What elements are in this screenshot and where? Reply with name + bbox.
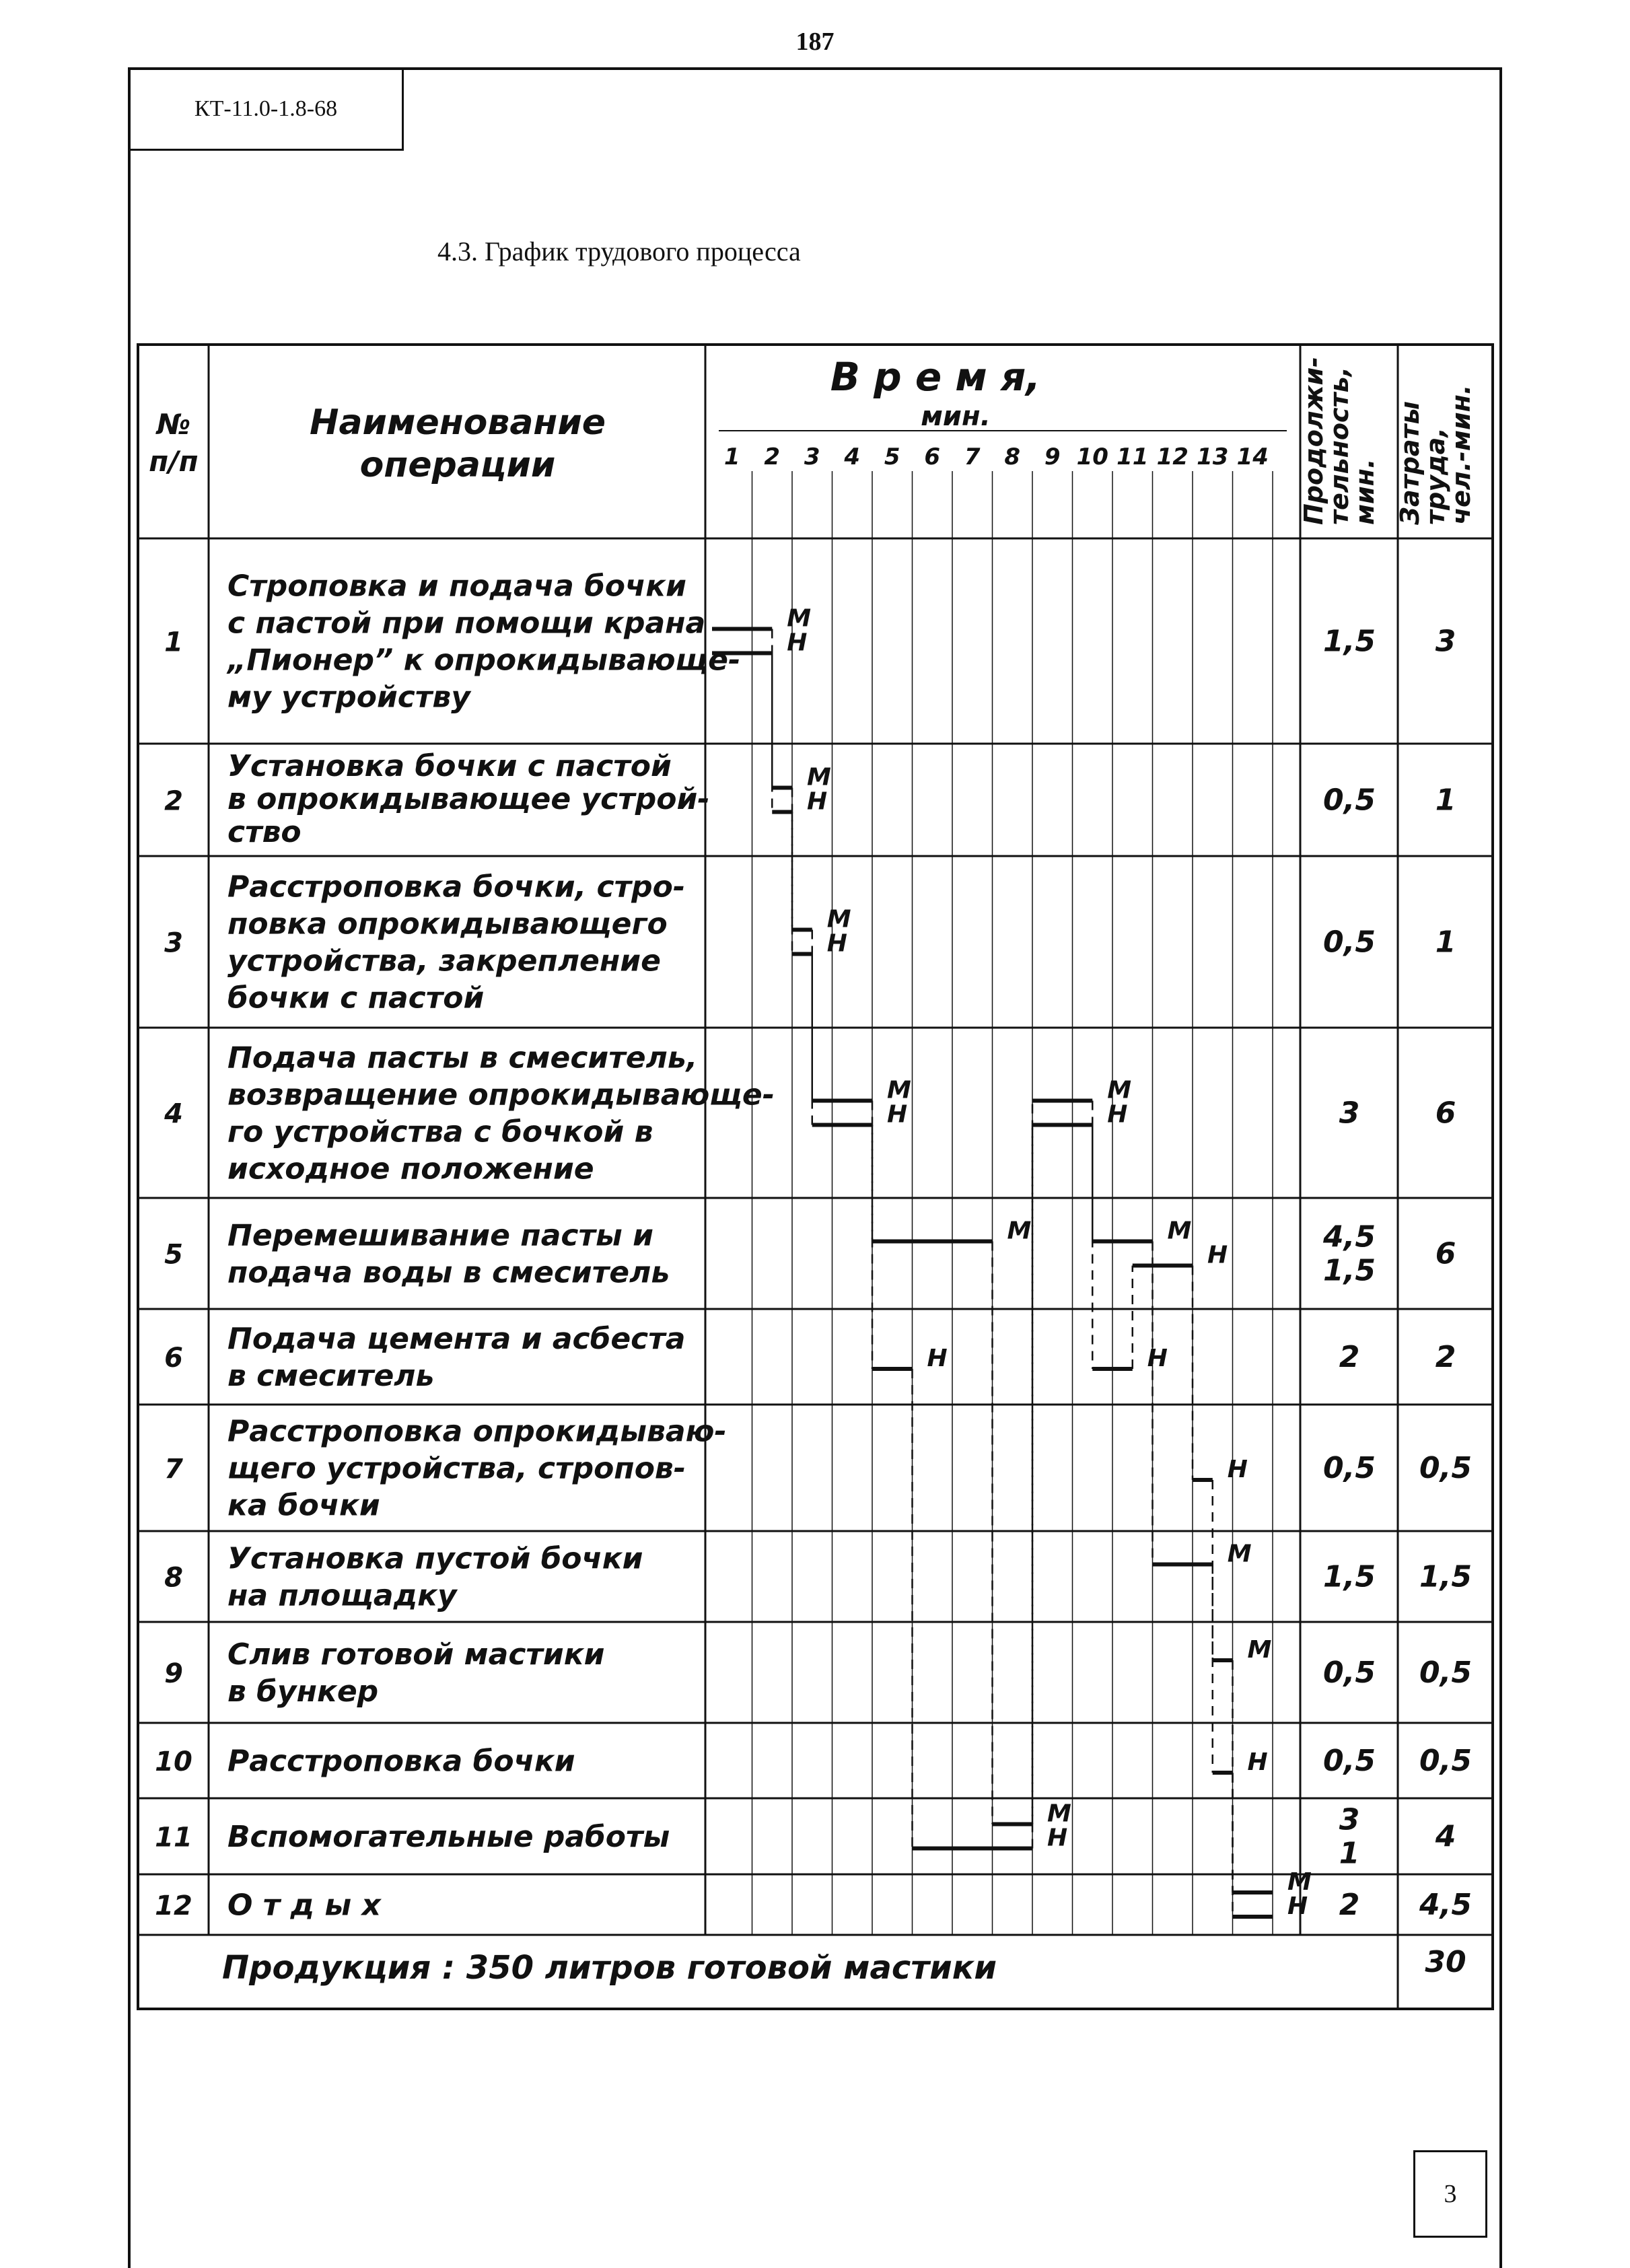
row-number: 7 [164,1454,183,1485]
operation-name-line: бочки с пастой [227,981,485,1016]
duration-value: 3 [1339,1096,1360,1131]
duration-value: 0,5 [1323,783,1376,818]
operation-name-line: Расстроповка опрокидываю- [227,1414,727,1449]
row-number: 9 [164,1658,183,1689]
worker-label: Н [826,929,847,958]
worker-label: Н [1107,1100,1128,1129]
header-duration-line: Продолжи- [1299,357,1328,525]
worker-label: Н [1147,1345,1168,1372]
operation-name-line: Вспомогательные работы [227,1819,670,1854]
minute-label: 12 [1156,444,1189,470]
operation-name-line: ство [227,815,302,850]
worker-label: Н [1227,1456,1248,1483]
labor-value: 4 [1435,1819,1456,1854]
operation-name-line: Расстроповка бочки, стро- [227,870,686,905]
row-number: 6 [164,1343,183,1374]
row-number: 3 [164,927,183,959]
operation-name-line: „Пионер” к опрокидывающе- [227,643,741,678]
minute-label: 14 [1236,444,1269,470]
duration-value: 1 [1339,1836,1360,1871]
operation-name-line: устройства, закрепление [227,944,661,979]
minute-label: 4 [844,444,861,470]
operation-name-line: Перемешивание пасты и [227,1218,653,1253]
operation-name-line: го устройства с бочкой в [227,1114,653,1149]
header-name-line2: операции [359,445,556,485]
row-number: 1 [164,627,183,658]
labor-value: 1 [1435,783,1456,818]
labor-value: 0,5 [1419,1656,1472,1690]
operation-name-line: му устройству [227,680,470,715]
labor-value: 1 [1435,925,1456,960]
header-duration-line: мин. [1350,458,1380,525]
operation-name-line: подача воды в смеситель [227,1255,670,1290]
worker-label: М [826,905,851,933]
labor-value: 0,5 [1419,1451,1472,1485]
header-labor-line: Затраты [1395,401,1425,525]
header-duration-line: тельность, [1324,366,1354,525]
operation-name-line: Подача пасты в смеситель, [227,1040,698,1075]
header-time-line2: мин. [921,401,991,432]
row-number: 2 [164,785,183,817]
minute-label: 1 [723,444,740,470]
document-code: КТ-11.0-1.8-68 [128,67,404,151]
duration-value: 4,5 [1323,1219,1376,1254]
header-labor-line: чел.-мин. [1446,384,1476,525]
operation-name-line: в бункер [227,1674,379,1709]
minute-label: 3 [804,444,820,470]
header-num-line2: п/п [149,445,199,478]
minute-label: 2 [764,444,781,470]
minute-label: 10 [1076,444,1108,470]
worker-label: Н [1047,1824,1068,1852]
duration-value: 0,5 [1323,1656,1376,1690]
row-number: 12 [155,1890,192,1921]
duration-value: 0,5 [1323,925,1376,960]
worker-label: Н [927,1345,948,1372]
minute-label: 8 [1004,444,1021,470]
worker-label: Н [807,787,828,816]
worker-label: Н [887,1100,908,1129]
worker-label: М [1047,1800,1071,1828]
worker-label: Н [1287,1892,1308,1920]
header-labor-line: труда, [1421,427,1450,525]
operation-name-line: Слив готовой мастики [227,1637,605,1672]
operation-name-line: с пастой при помощи крана [227,606,706,641]
labor-value: 6 [1435,1236,1456,1271]
minute-label: 5 [884,444,900,470]
header-name-line1: Наименование [309,402,606,443]
minute-label: 13 [1197,444,1229,470]
product-footer-text: Продукция : 350 литров готовой мастики [222,1949,997,1987]
operation-name-line: Установка пустой бочки [227,1541,643,1576]
labor-value: 2 [1435,1340,1456,1374]
worker-label: М [1227,1540,1252,1568]
operation-name-line: Строповка и подача бочки [227,569,686,604]
worker-label: М [1247,1636,1272,1664]
worker-label: М [787,604,812,633]
row-number: 4 [164,1098,183,1130]
operation-name-line: повка опрокидывающего [227,907,668,942]
duration-value: 0,5 [1323,1744,1376,1778]
duration-value: 3 [1339,1802,1360,1837]
worker-label: М [1167,1217,1192,1245]
duration-value: 1,5 [1323,624,1376,659]
operation-name-line: О т д ы х [227,1888,381,1923]
operation-name-line: возвращение опрокидывающе- [227,1077,775,1112]
row-number: 5 [164,1239,183,1271]
operation-name-line: в смеситель [227,1358,435,1393]
row-number: 8 [164,1562,183,1594]
worker-label: М [1287,1868,1312,1896]
worker-label: Н [1247,1748,1268,1776]
operation-name-line: в опрокидывающее устрой- [227,782,710,817]
labor-total: 30 [1425,1945,1466,1979]
operation-name-line: Расстроповка бочки [227,1744,575,1779]
minute-label: 11 [1117,444,1149,470]
header-time-line1: В р е м я, [830,354,1041,400]
labor-value: 6 [1435,1096,1456,1131]
sheet-number: 3 [1413,2150,1487,2238]
worker-label: М [1107,1076,1132,1104]
minute-label: 7 [964,444,981,470]
operation-name-line: исходное положение [227,1151,594,1186]
worker-label: Н [787,629,808,657]
operation-name-line: на площадку [227,1578,457,1613]
page-number: 187 [795,28,835,56]
duration-value: 1,5 [1323,1559,1376,1594]
operation-name-line: щего устройства, стропов- [227,1451,686,1486]
worker-label: М [807,763,831,791]
section-title: 4.3. График трудового процесса [437,236,801,267]
header-num-line1: № [156,408,191,441]
labor-value: 0,5 [1419,1744,1472,1778]
duration-value: 2 [1339,1888,1360,1922]
duration-value: 0,5 [1323,1451,1376,1485]
labor-value: 4,5 [1419,1888,1472,1922]
row-number: 10 [155,1746,192,1777]
operation-name-line: Установка бочки с пастой [227,749,672,784]
worker-label: Н [1207,1241,1228,1269]
operation-name-line: Подача цемента и асбеста [227,1321,686,1356]
worker-label: М [887,1076,911,1104]
labor-value: 1,5 [1419,1559,1472,1594]
minute-label: 6 [924,444,941,470]
row-number: 11 [155,1822,192,1853]
labor-value: 3 [1435,624,1456,659]
duration-value: 2 [1339,1340,1360,1374]
minute-label: 9 [1044,444,1061,470]
worker-label: М [1007,1217,1032,1245]
operation-name-line: ка бочки [227,1488,380,1523]
duration-value: 1,5 [1323,1253,1376,1288]
